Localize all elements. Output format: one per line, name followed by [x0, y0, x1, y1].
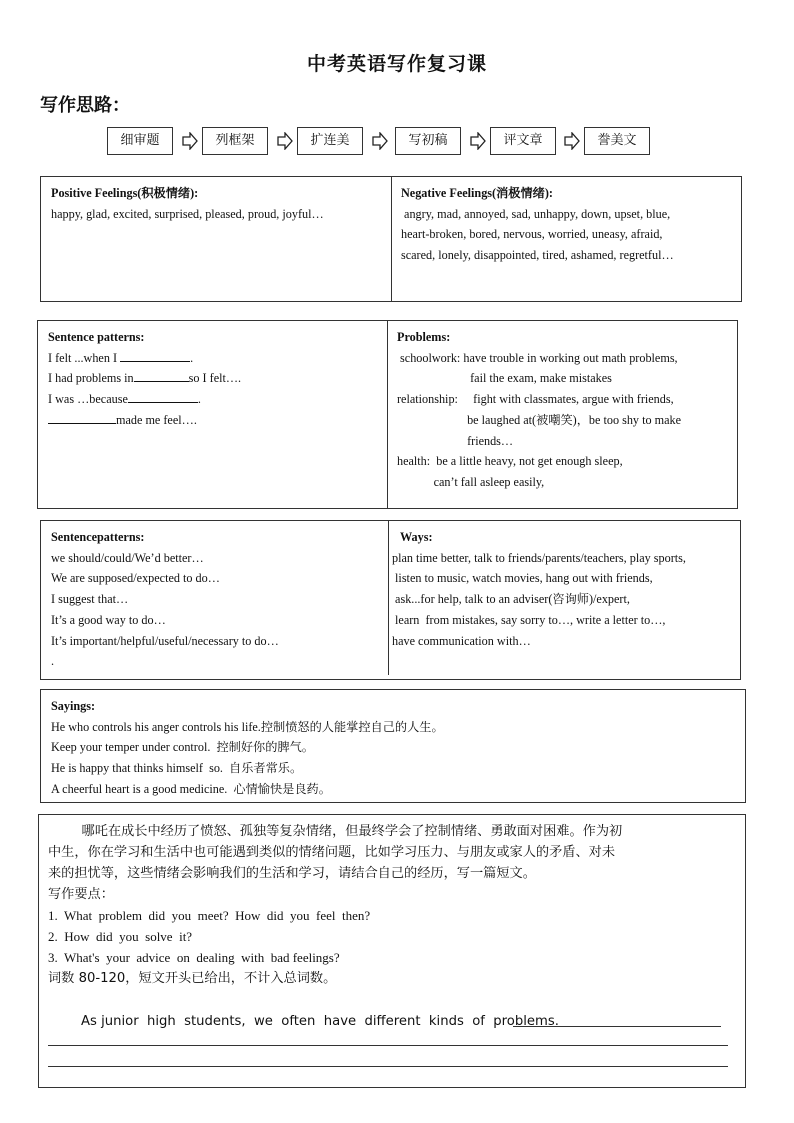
hollow-right-arrow-icon [276, 132, 294, 150]
problems-box [37, 320, 738, 509]
hollow-right-arrow-icon [469, 132, 487, 150]
sentence-pattern-line: It’s a good way to do… [51, 612, 166, 627]
saying-line: He who controls his anger controls his life.控制愤怒的人能掌控自己的人生。 [51, 719, 444, 734]
writing-task-box [38, 814, 746, 1088]
sentence-pattern-line: made me feel…. [48, 410, 377, 431]
hollow-right-arrow-icon [563, 132, 581, 150]
sentence-pattern-line: We are supposed/expected to do… [51, 571, 220, 586]
sentence-pattern-line: I had problems in so I felt…. [48, 368, 377, 389]
problems-title: Problems: [397, 330, 451, 344]
problem-line: fail the exam, make mistakes [397, 371, 612, 386]
saying-line: A cheerful heart is a good medicine. 心情愉快是良药。 [51, 781, 331, 796]
problem-line: can’t fall asleep easily, [397, 474, 545, 489]
way-line: ask...for help, talk to an adviser(咨询师)/expert, [392, 592, 630, 607]
way-line: plan time better, talk to friends/parents/teachers, play sports, [392, 550, 686, 565]
answer-line[interactable] [48, 1066, 728, 1067]
page-title: 中考英语写作复习课 [306, 54, 487, 75]
problem-line: be laughed at(被嘲笑)，be too shy to make [397, 412, 681, 427]
hollow-right-arrow-icon [181, 132, 199, 150]
sentence-pattern-line: . [51, 654, 55, 669]
task-intro-line: 中生，你在学习和生活中也可能遇到类似的情绪问题，比如学习压力、与朋友或家人的矛盾、对未 [48, 845, 616, 860]
writing-point: 2. How did you solve it? [48, 929, 193, 944]
positive-feelings-title: Positive Feelings(积极情绪): [51, 186, 199, 200]
hollow-right-arrow-icon [371, 132, 389, 150]
flow-step-1: 细审题 [107, 127, 173, 155]
section-subtitle: 写作思路： [40, 95, 130, 115]
ways-title: Ways: [400, 530, 433, 544]
way-line: learn from mistakes, say sorry to…, write a letter to…, [392, 612, 666, 627]
sentence-patterns-title: Sentencepatterns: [51, 530, 145, 544]
ways-box [40, 520, 741, 680]
sayings-title: Sayings: [51, 699, 96, 713]
negative-feelings-line: scared, lonely, disappointed, tired, ashamed, regretful… [401, 248, 674, 263]
sentence-pattern-line: we should/could/We’d better… [51, 550, 204, 565]
positive-feelings-words: happy, glad, excited, surprised, pleased, proud, joyful… [51, 206, 324, 221]
saying-line: Keep your temper under control. 控制好你的脾气。 [51, 740, 314, 755]
sentence-patterns-title: Sentence patterns: [48, 330, 145, 344]
flow-step-6: 誊美文 [584, 127, 650, 155]
negative-feelings-line: heart-broken, bored, nervous, worried, uneasy, afraid, [401, 227, 663, 242]
saying-line: He is happy that thinks himself so. 自乐者常乐。 [51, 761, 303, 776]
flow-step-5: 评文章 [490, 127, 556, 155]
way-line: listen to music, watch movies, hang out with friends, [392, 571, 653, 586]
flow-step-4: 写初稿 [395, 127, 461, 155]
sentence-pattern-line: I felt ...when I . [48, 348, 377, 369]
task-intro-line: 来的担忧等，这些情绪会影响我们的生活和学习，请结合自己的经历，写一篇短文。 [48, 866, 536, 881]
negative-feelings-title: Negative Feelings(消极情绪): [401, 186, 553, 200]
writing-points-title: 写作要点： [48, 887, 114, 902]
flow-step-2: 列框架 [202, 127, 268, 155]
problem-line: schoolwork: have trouble in working out math problems, [397, 350, 678, 365]
problem-line: health: be a little heavy, not get enough sleep, [397, 454, 623, 469]
writing-point: 1. What problem did you meet? How did you feel then? [48, 908, 371, 923]
answer-line[interactable] [513, 1026, 721, 1027]
flow-step-3: 扩连美 [297, 127, 363, 155]
problem-line: friends… [397, 433, 514, 448]
feelings-box [40, 176, 742, 302]
sentence-pattern-line: I was …because . [48, 389, 377, 410]
sayings-box [40, 689, 746, 803]
sentence-pattern-line: It’s important/helpful/useful/necessary to do… [51, 633, 279, 648]
essay-opening: As junior high students, we often have different kinds of problems. [81, 1014, 559, 1029]
sentence-pattern-line: I suggest that… [51, 592, 129, 607]
task-intro-line: 哪吒在成长中经历了愤怒、孤独等复杂情绪，但最终学会了控制情绪、勇敢面对困难。作为初 [48, 824, 623, 839]
word-count-note: 词数 80-120，短文开头已给出，不计入总词数。 [48, 971, 337, 986]
writing-point: 3. What's your advice on dealing with bad feelings? [48, 950, 340, 965]
way-line: have communication with… [392, 633, 531, 648]
negative-feelings-line: angry, mad, annoyed, sad, unhappy, down, upset, blue, [401, 206, 671, 221]
answer-line[interactable] [48, 1045, 728, 1046]
problem-line: relationship: fight with classmates, argue with friends, [397, 392, 674, 407]
